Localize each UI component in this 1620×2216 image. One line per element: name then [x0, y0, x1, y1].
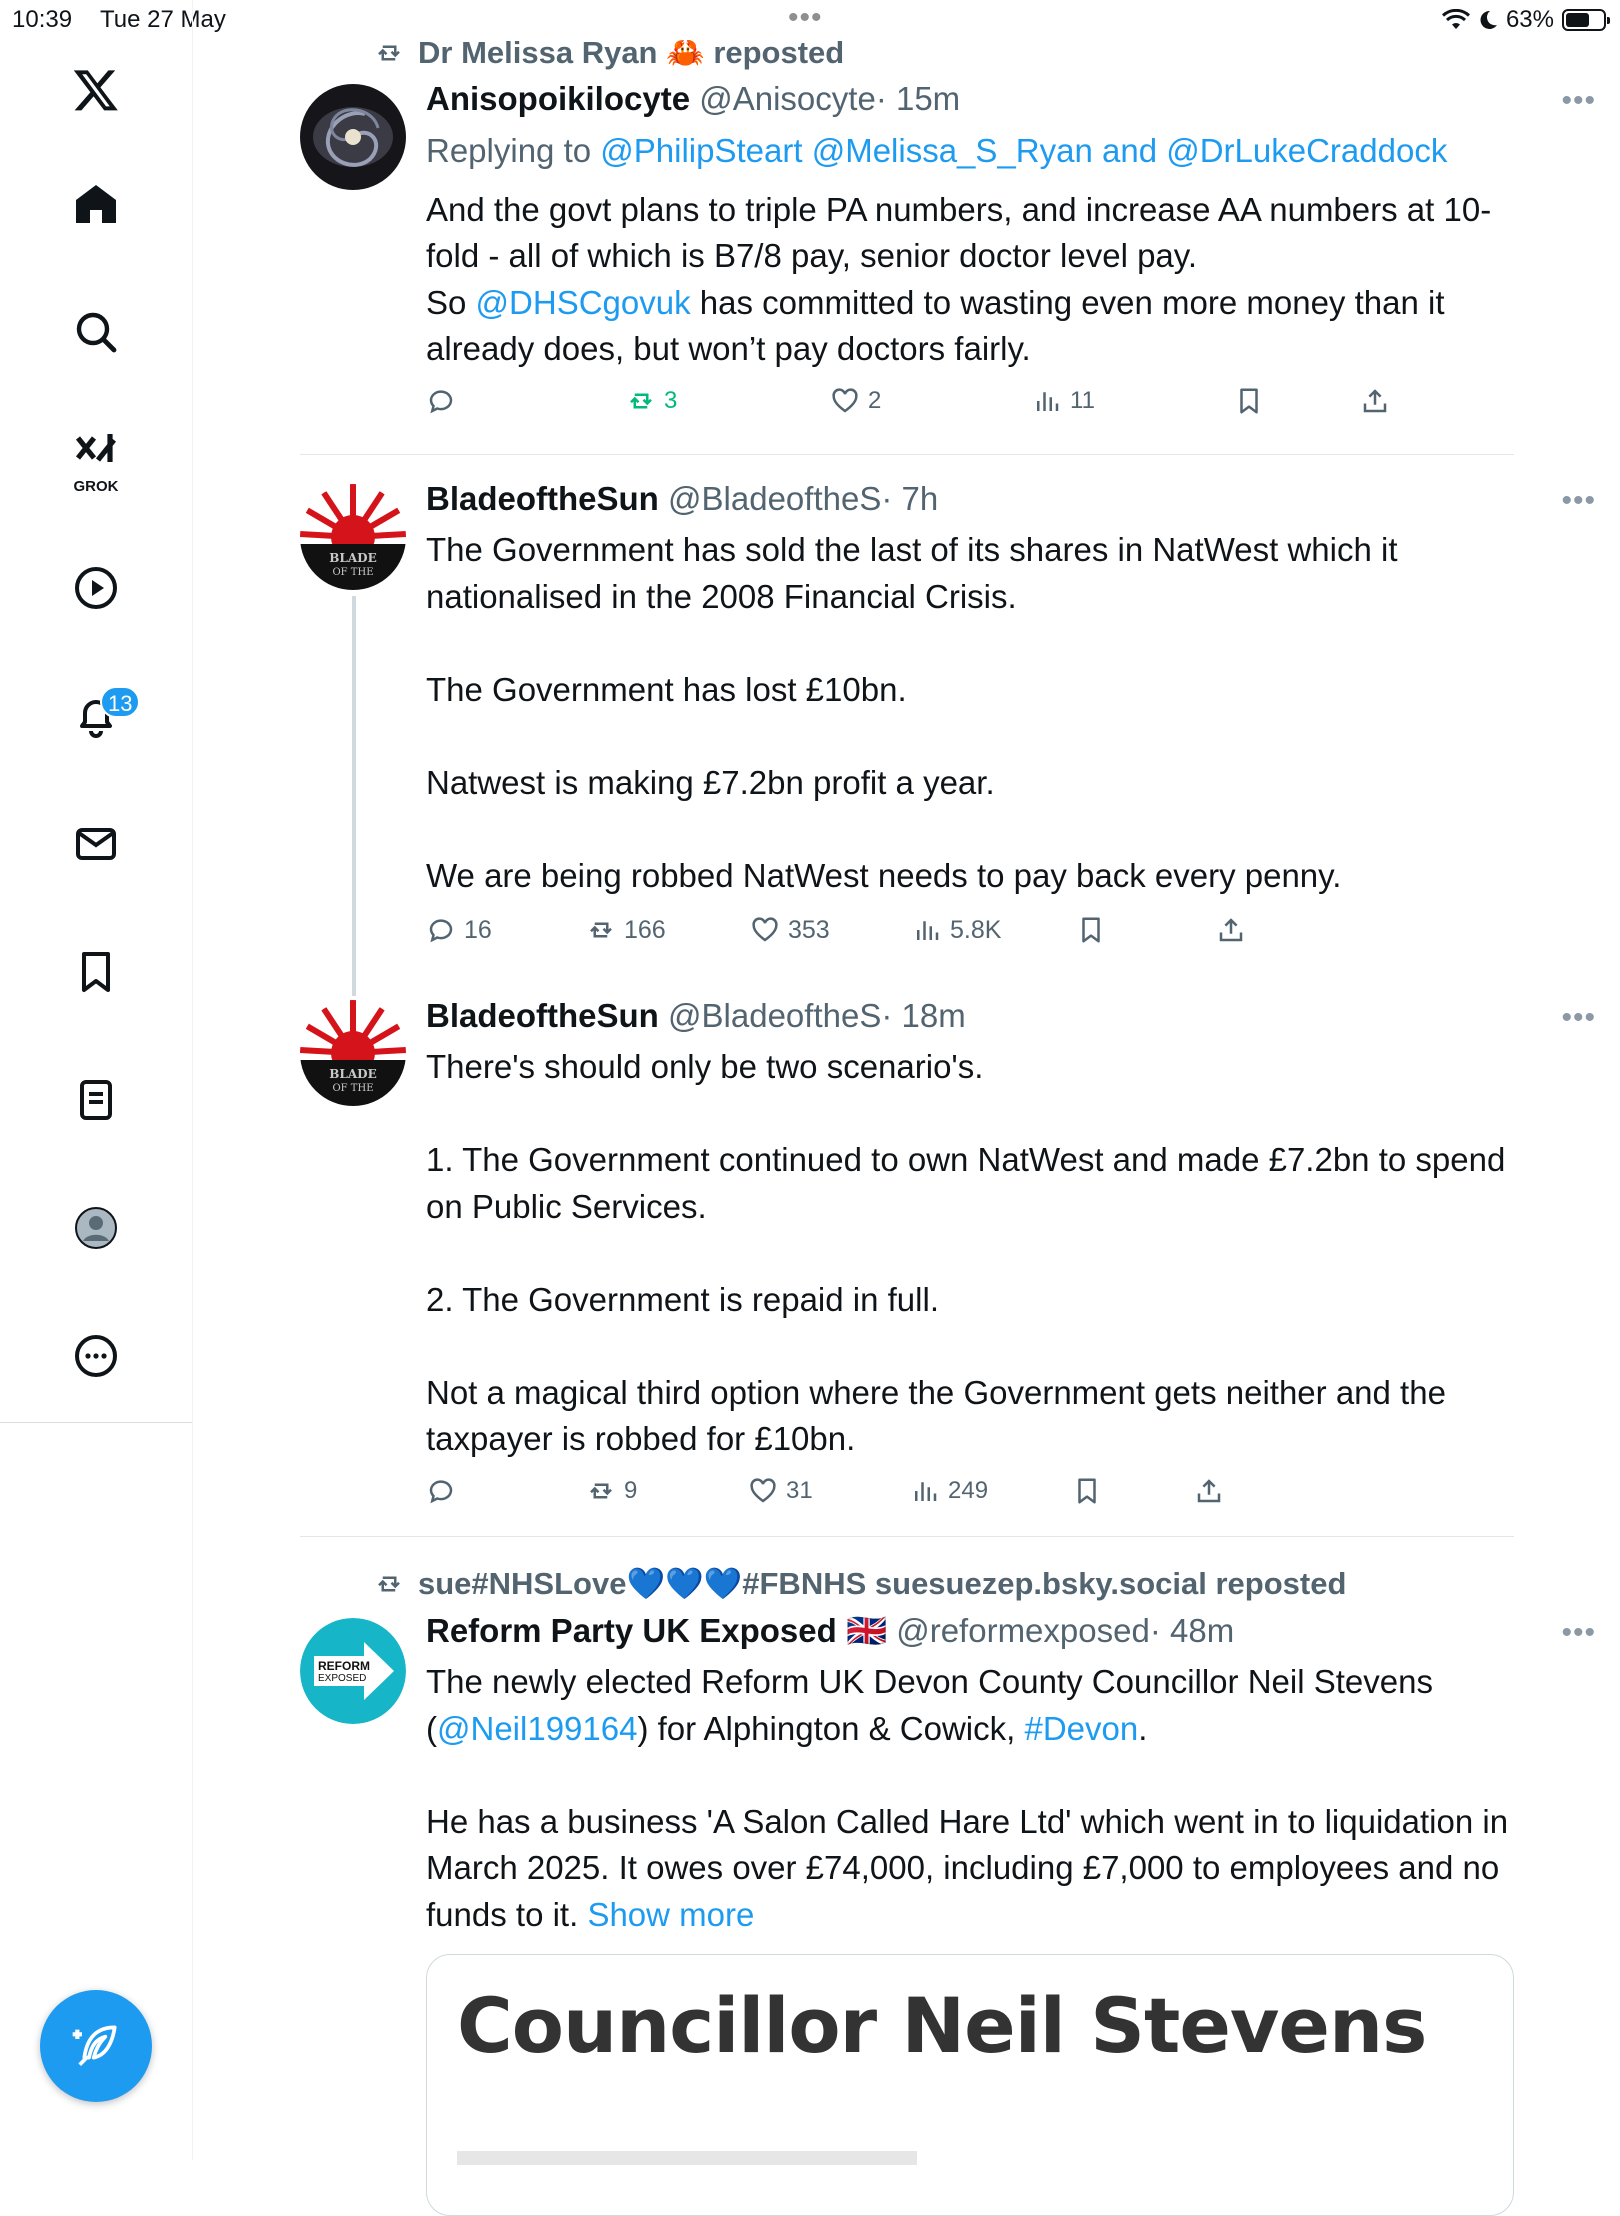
- post-text: He has a business 'A Salon Called Hare Ltd' which went in to liquidation in March 2025. It owes over £74,000, including £7,000 to employees and no funds to it.: [426, 1802, 1509, 1933]
- repost-count: 3: [664, 387, 678, 414]
- sidebar-divider: [0, 1422, 192, 1423]
- author-handle[interactable]: @BladeoftheS: [668, 480, 882, 517]
- share-button[interactable]: [1360, 386, 1390, 416]
- bookmark-button[interactable]: [1072, 1476, 1102, 1506]
- post-time[interactable]: · 18m: [881, 997, 966, 1034]
- post-text-suffix: has committed to wasting even more money than it already does, but won’t pay doctors fairly.: [426, 283, 1445, 367]
- avatar[interactable]: [300, 1000, 406, 1106]
- bookmark-button[interactable]: [1076, 915, 1106, 945]
- views-button[interactable]: [912, 915, 1001, 945]
- more-options-icon[interactable]: [60, 1320, 132, 1392]
- repost-icon: [586, 915, 616, 945]
- repost-context[interactable]: [374, 34, 844, 71]
- share-icon: [1216, 915, 1246, 945]
- status-time: 10:39: [12, 6, 73, 33]
- post-paragraph: We are being robbed NatWest needs to pay back every penny.: [426, 856, 1342, 894]
- author-name[interactable]: Anisopoikilocyte: [426, 80, 691, 117]
- mention-link[interactable]: @DHSCgovuk: [475, 283, 691, 321]
- uk-flag-icon: 🇬🇧: [845, 1612, 888, 1649]
- rising-sun-avatar-image: [300, 484, 406, 590]
- svg-text:OF THE: OF THE: [332, 1083, 374, 1094]
- video-play-icon[interactable]: [60, 552, 132, 624]
- battery-icon: [1562, 9, 1606, 31]
- like-button[interactable]: [748, 1476, 813, 1506]
- bookmark-icon: [1234, 386, 1264, 416]
- repost-icon: [374, 1569, 404, 1599]
- rising-sun-avatar-image: [300, 1000, 406, 1106]
- search-icon[interactable]: [60, 296, 132, 368]
- avatar-text-reform: REFORM: [318, 1659, 370, 1673]
- like-button[interactable]: [830, 386, 881, 416]
- repost-button[interactable]: [626, 386, 677, 416]
- card-image-placeholder: [457, 2151, 917, 2165]
- views-chart-icon: [912, 915, 942, 945]
- post-more-icon[interactable]: •••: [1561, 1001, 1596, 1034]
- repost-icon: [374, 38, 404, 68]
- link-card[interactable]: [426, 1954, 1514, 2216]
- bookmark-icon: [1072, 1476, 1102, 1506]
- post-paragraph: 1. The Government continued to own NatWest and made £7.2bn to spend on Public Services.: [426, 1141, 1506, 1225]
- post-header: [426, 1612, 1234, 1651]
- views-chart-icon: [910, 1476, 940, 1506]
- reply-icon: [426, 915, 456, 945]
- like-count: 2: [868, 387, 882, 414]
- svg-text:OF THE: OF THE: [332, 567, 374, 578]
- post-header: [426, 480, 938, 518]
- heart-icon: [830, 386, 860, 416]
- wifi-icon: [1442, 9, 1470, 31]
- bookmark-button[interactable]: [1234, 386, 1264, 416]
- post-body: [426, 128, 1516, 373]
- reply-button[interactable]: [426, 915, 492, 945]
- post-paragraph: Natwest is making £7.2bn profit a year.: [426, 763, 995, 801]
- compose-feather-icon: [68, 2018, 124, 2074]
- author-name[interactable]: BladeoftheSun: [426, 480, 659, 517]
- post-time[interactable]: · 7h: [881, 480, 939, 517]
- author-name[interactable]: BladeoftheSun: [426, 997, 659, 1034]
- post-more-icon[interactable]: •••: [1561, 84, 1596, 117]
- x-logo-icon[interactable]: [60, 54, 132, 126]
- repost-count: 166: [624, 915, 666, 944]
- reply-icon: [426, 1476, 456, 1506]
- galaxy-avatar-image: [300, 84, 406, 190]
- post-time[interactable]: · 48m: [1149, 1612, 1235, 1649]
- reply-icon: [426, 386, 456, 416]
- notification-count-badge: 13: [100, 686, 140, 718]
- repost-count: 9: [624, 1477, 638, 1504]
- view-count: 11: [1070, 387, 1095, 414]
- post-body: [426, 527, 1516, 899]
- views-button[interactable]: [910, 1476, 988, 1506]
- replying-to-mentions[interactable]: @PhilipSteart @Melissa_S_Ryan and @DrLukeCraddock: [600, 132, 1448, 169]
- battery-percent: 63%: [1505, 6, 1554, 33]
- repost-icon: [626, 386, 656, 416]
- like-button[interactable]: [750, 915, 830, 945]
- hashtag-link[interactable]: #Devon: [1024, 1709, 1139, 1747]
- post-paragraph: 2. The Government is repaid in full.: [426, 1280, 939, 1318]
- share-icon: [1194, 1476, 1224, 1506]
- lists-icon[interactable]: [60, 1064, 132, 1136]
- repost-icon: [586, 1476, 616, 1506]
- author-handle[interactable]: @BladeoftheS: [668, 997, 882, 1034]
- view-count: 249: [948, 1477, 989, 1504]
- post-header: [426, 997, 966, 1035]
- heart-icon: [748, 1476, 778, 1506]
- avatar[interactable]: [300, 1618, 406, 1724]
- post-more-icon[interactable]: •••: [1561, 1616, 1596, 1649]
- post-paragraph: Not a magical third option where the Government gets neither and the taxpayer is robbed for £10bn.: [426, 1373, 1446, 1457]
- status-date: Tue 27 May: [100, 6, 226, 33]
- post-text: And the govt plans to triple PA numbers, and increase AA numbers at 10-fold - all of which is B7/8 pay, senior doctor level pay.: [426, 190, 1492, 274]
- post-text: ) for Alphington & Cowick,: [637, 1709, 1025, 1747]
- show-more-link[interactable]: Show more: [587, 1895, 755, 1933]
- share-button[interactable]: [1194, 1476, 1224, 1506]
- heart-icon: [750, 915, 780, 945]
- replying-to-label: Replying to: [426, 132, 592, 169]
- post-paragraph: There's should only be two scenario's.: [426, 1048, 984, 1085]
- post-paragraph: The Government has lost £10bn.: [426, 670, 907, 708]
- svg-text:BLADE: BLADE: [329, 1067, 377, 1081]
- card-title: Councillor Neil Stevens: [457, 1981, 1427, 2070]
- post-more-icon[interactable]: •••: [1561, 484, 1596, 517]
- author-name[interactable]: Reform Party UK Exposed: [426, 1612, 837, 1649]
- views-chart-icon: [1032, 386, 1062, 416]
- post-separator: [300, 454, 1514, 455]
- mention-link[interactable]: @Neil199164: [437, 1709, 638, 1747]
- repost-context-text: sue#NHSLove💙💙💙#FBNHS suesuezep.bsky.social reposted: [418, 1566, 1347, 1601]
- share-button[interactable]: [1216, 915, 1246, 945]
- repost-context[interactable]: [374, 1565, 1346, 1602]
- post-text-prefix: So: [426, 283, 476, 321]
- avatar[interactable]: [300, 84, 406, 190]
- home-icon[interactable]: [60, 168, 132, 240]
- post-body: [426, 1659, 1516, 1938]
- view-count: 5.8K: [950, 915, 1002, 944]
- svg-text:BLADE: BLADE: [329, 551, 377, 565]
- post-separator: [300, 1536, 1514, 1537]
- sidebar: [0, 0, 193, 2160]
- messages-envelope-icon[interactable]: [60, 808, 132, 880]
- post-paragraph: The Government has sold the last of its shares in NatWest which it nationalised in the 2008 Financial Crisis.: [426, 531, 1398, 615]
- avatar[interactable]: [300, 484, 406, 590]
- views-button[interactable]: [1032, 386, 1095, 416]
- grok-label: GROK: [73, 478, 119, 495]
- compose-post-button[interactable]: [40, 1990, 152, 2102]
- share-icon: [1360, 386, 1390, 416]
- post-header: [426, 80, 960, 118]
- thread-connector: [352, 596, 356, 996]
- post-text: The newly elected Reform UK Devon County Councillor Neil Stevens (: [426, 1663, 1433, 1747]
- reply-count: 16: [464, 915, 492, 944]
- author-handle[interactable]: @Anisocyte: [699, 80, 876, 117]
- reform-exposed-avatar-image: [300, 1618, 406, 1724]
- repost-button[interactable]: [586, 915, 666, 945]
- bookmarks-icon[interactable]: [60, 936, 132, 1008]
- profile-avatar-icon[interactable]: [60, 1192, 132, 1264]
- reply-button[interactable]: [426, 386, 464, 416]
- status-indicators: [1442, 6, 1606, 34]
- repost-button[interactable]: [586, 1476, 637, 1506]
- moon-icon: [1478, 9, 1498, 31]
- repost-context-text: Dr Melissa Ryan 🦀 reposted: [418, 35, 845, 70]
- post-time[interactable]: · 15m: [875, 80, 961, 117]
- multitasking-dots-icon[interactable]: •••: [788, 1, 823, 34]
- like-count: 31: [786, 1477, 813, 1504]
- like-count: 353: [788, 915, 830, 944]
- reply-button[interactable]: [426, 1476, 464, 1506]
- avatar-text-exposed: EXPOSED: [318, 1673, 367, 1684]
- bookmark-icon: [1076, 915, 1106, 945]
- post-text: .: [1138, 1709, 1148, 1747]
- author-handle[interactable]: @reformexposed: [896, 1612, 1150, 1649]
- post-body: [426, 1044, 1516, 1463]
